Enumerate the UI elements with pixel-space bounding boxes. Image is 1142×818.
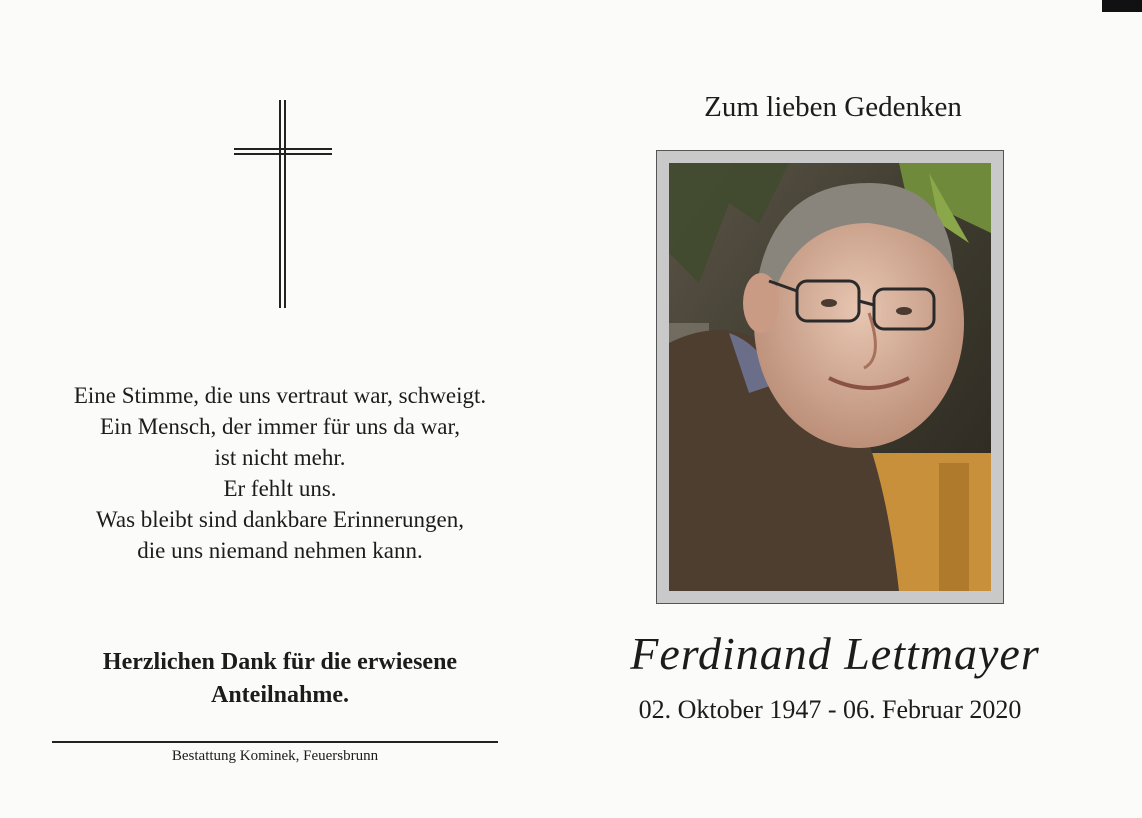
poem-line: Er fehlt uns. [223,476,337,501]
portrait-image [669,163,991,591]
cross-icon [234,100,332,308]
deceased-name: Ferdinand Lettmayer [630,628,1040,679]
divider [52,741,498,743]
thanks-line: Anteilnahme. [211,682,349,708]
life-dates: 02. Oktober 1947 - 06. Februar 2020 [638,695,1022,724]
memorial-heading: Zum lieben Gedenken [704,91,962,123]
thanks-line: Herzlichen Dank für die erwiesene [102,649,458,675]
poem-line: Eine Stimme, die uns vertraut war, schweigt. [73,383,487,408]
poem-line: ist nicht mehr. [214,445,346,470]
poem-line: Ein Mensch, der immer für uns da war, [100,414,460,439]
portrait-photo [656,150,1004,604]
funeral-home-credit: Bestattung Kominek, Feuersbrunn [171,748,379,764]
thanks-message [20,646,540,712]
memorial-poem [20,380,540,566]
scan-corner-mark [1102,0,1142,12]
poem-line: Was bleibt sind dankbare Erinnerungen, [96,507,464,532]
poem-line: die uns niemand nehmen kann. [137,538,423,563]
